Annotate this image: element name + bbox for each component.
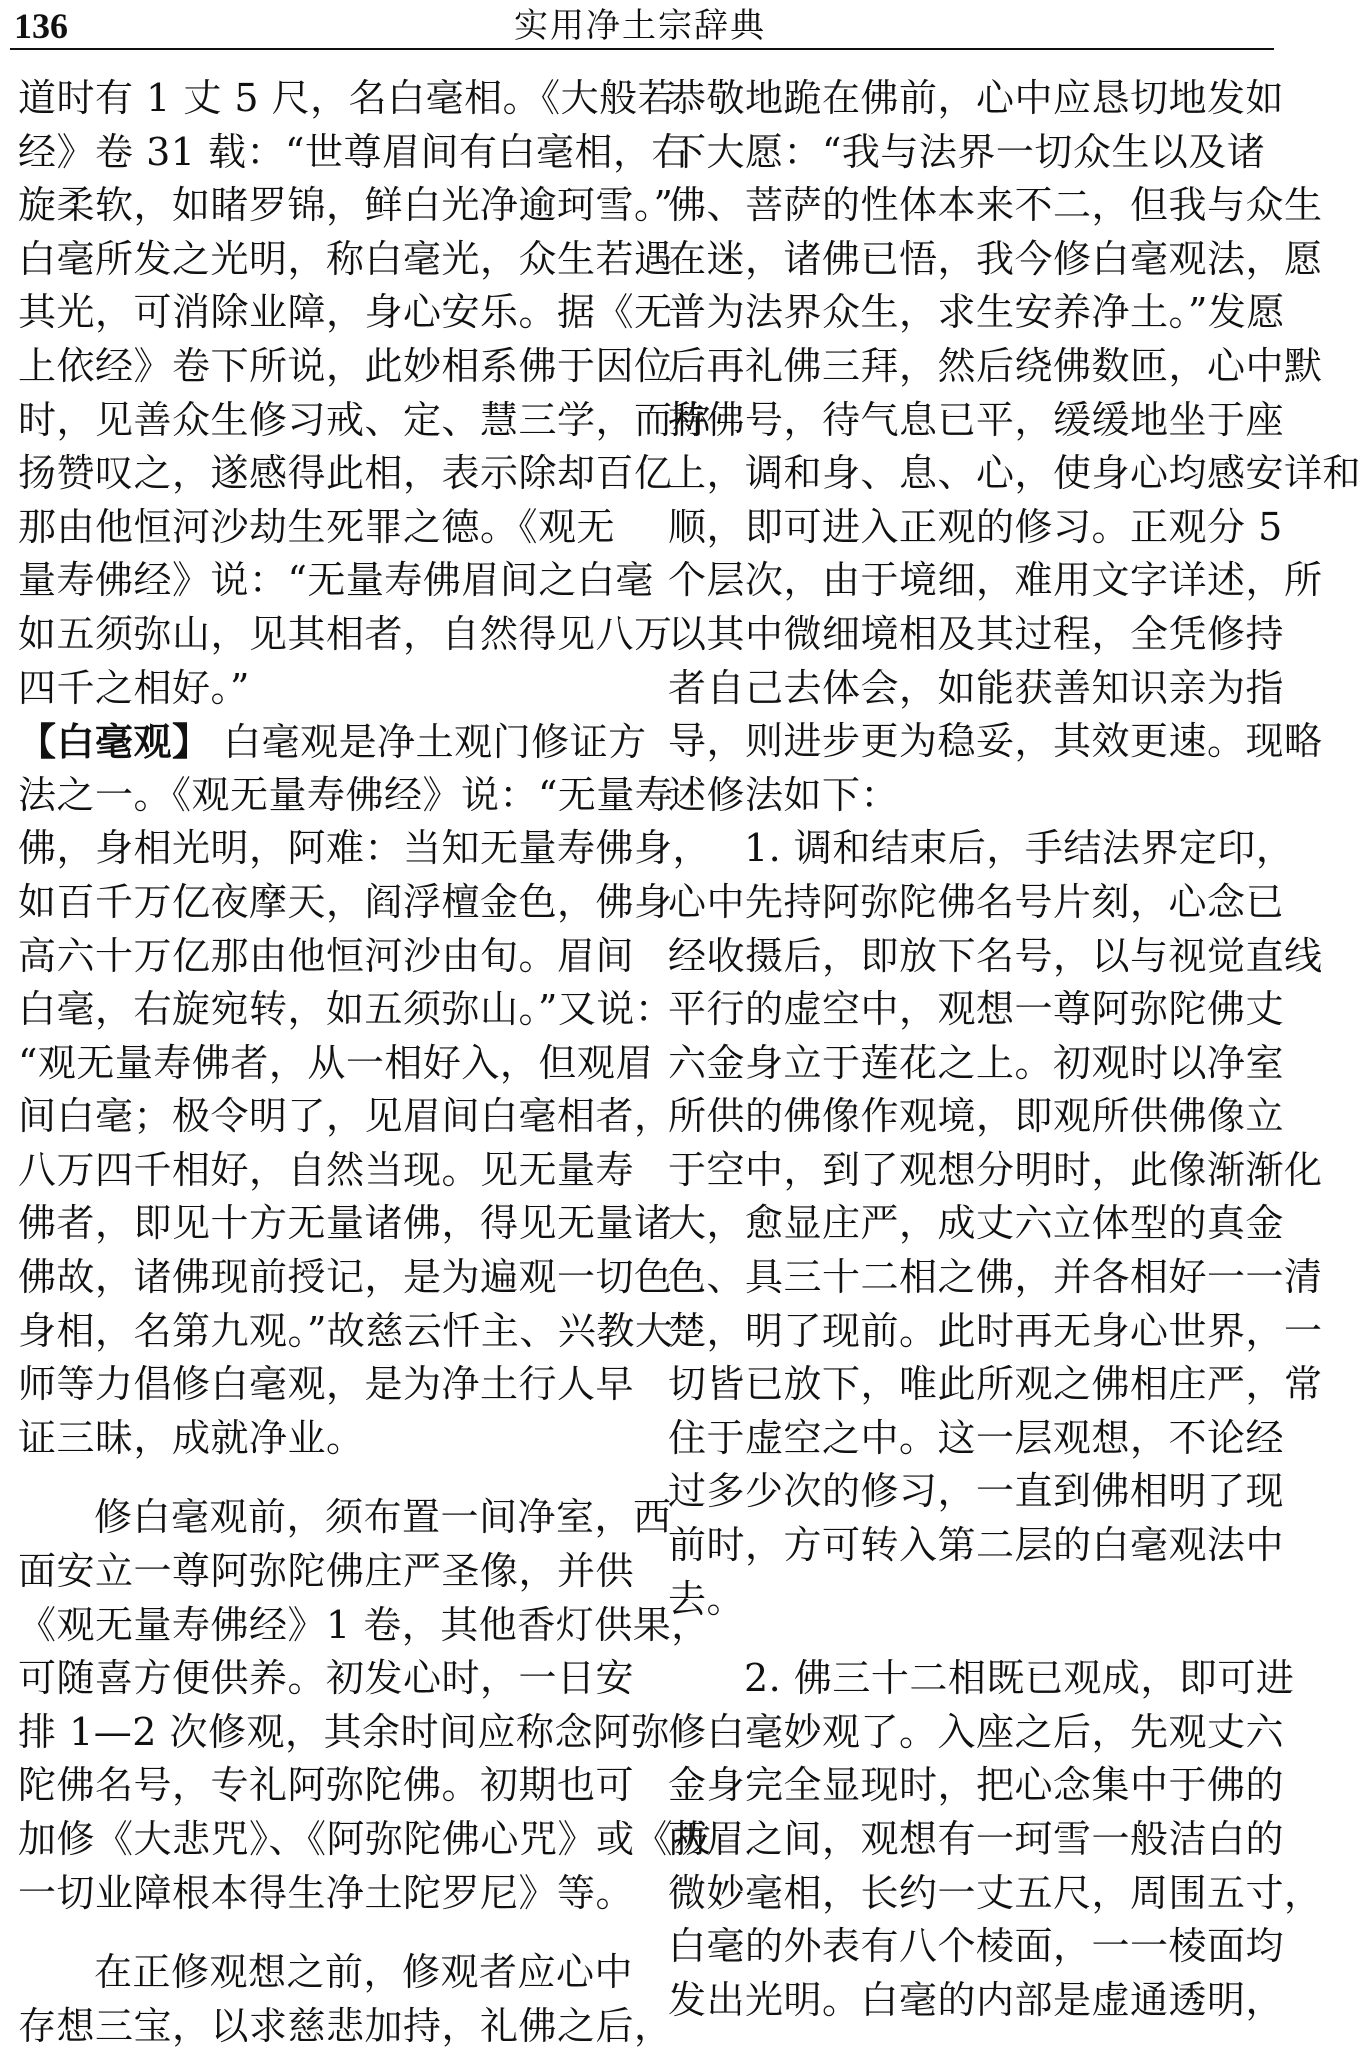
entry-heading-line xyxy=(18,715,647,769)
paragraph-first-line: 1. 调和结束后，手结法界定印， xyxy=(744,826,1295,871)
text-line: 色、具三十二相之佛，并各相好一一清 xyxy=(668,1255,1323,1300)
header-rule xyxy=(10,48,1274,50)
text-line: 导，则进步更为稳妥，其效更速。现略 xyxy=(668,719,1323,764)
text-line: 楚，明了现前。此时再无身心世界，一 xyxy=(668,1308,1323,1353)
text-line: 上依经》卷下所说，此妙相系佛于因位 xyxy=(18,343,673,388)
text-line: 扬赞叹之，遂感得此相，表示除却百亿 xyxy=(18,451,673,496)
text-line: 那由他恒河沙劫生死罪之德。《观无 xyxy=(18,504,616,549)
text-line: 旋柔软，如睹罗锦，鲜白光净逾珂雪。” xyxy=(18,183,674,228)
text-line: 身相，名第九观。”故慈云忏主、兴教大 xyxy=(18,1308,674,1353)
text-line: 大，愈显庄严，成丈六立体型的真金 xyxy=(668,1201,1285,1246)
text-line: 去。 xyxy=(668,1576,746,1621)
text-line: 《观无量寿佛经》1 卷，其他香灯供果， xyxy=(18,1602,710,1647)
text-line: 佛者，即见十方无量诸佛，得见无量诸 xyxy=(18,1201,673,1246)
paragraph-gap xyxy=(18,1465,626,1491)
text-line: 量寿佛经》说：“无量寿佛眉间之白毫 xyxy=(18,558,654,603)
page-header xyxy=(0,0,1280,58)
text-line: 心中先持阿弥陀佛名号片刻，心念已 xyxy=(668,879,1285,924)
text-line: 以其中微细境相及其过程，全凭修持 xyxy=(668,611,1285,656)
text-line: 六金身立于莲花之上。初观时以净室 xyxy=(668,1040,1285,1085)
text-line: 下大愿：“我与法界一切众生以及诸 xyxy=(668,129,1266,174)
text-line: 前时，方可转入第二层的白毫观法中 xyxy=(668,1523,1285,1568)
text-line: 微妙毫相，长约一丈五尺，周围五寸， xyxy=(668,1870,1323,1915)
text-line: 白毫的外表有八个棱面，一一棱面均 xyxy=(668,1924,1285,1969)
paragraph-gap xyxy=(668,1626,1276,1652)
text-line: 师等力倡修白毫观，是为净土行人早 xyxy=(18,1362,635,1407)
text-line: 面安立一尊阿弥陀佛庄严圣像，并供 xyxy=(18,1549,635,1594)
text-line: 恭敬地跪在佛前，心中应恳切地发如 xyxy=(668,76,1285,120)
text-line: 道时有 1 丈 5 尺，名白毫相。《大般若 xyxy=(18,76,677,120)
page-number: 136 xyxy=(14,6,68,46)
text-line: 法之一。《观无量寿佛经》说：“无量寿 xyxy=(18,772,674,817)
entry-first-line: 白毫观是净土观门修证方 xyxy=(223,720,647,765)
text-line: 其光，可消除业障，身心安乐。据《无 xyxy=(18,290,673,335)
text-line: 经》卷 31 载：“世尊眉间有白毫相，右 xyxy=(18,129,690,174)
text-line: 修白毫妙观了。入座之后，先观丈六 xyxy=(668,1709,1285,1754)
text-line: 金身完全显现时，把心念集中于佛的 xyxy=(668,1763,1285,1808)
text-line: 者自己去体会，如能获善知识亲为指 xyxy=(668,665,1285,710)
text-line: 间白毫；极令明了，见眉间白毫相者， xyxy=(18,1094,673,1139)
text-line: 两眉之间，观想有一珂雪一般洁白的 xyxy=(668,1817,1285,1861)
text-line: 顺，即可进入正观的修习。正观分 5 xyxy=(668,504,1283,549)
right-column xyxy=(668,72,1361,2027)
text-line: 上，调和身、息、心，使身心均感安详和 xyxy=(668,451,1361,496)
paragraph-first-line: 2. 佛三十二相既已观成，即可进 xyxy=(744,1656,1295,1701)
text-line: 平行的虚空中，观想一尊阿弥陀佛丈 xyxy=(668,987,1285,1032)
text-line: 存想三宝，以求慈悲加持，礼佛之后， xyxy=(18,2003,673,2048)
text-line: 述修法如下： xyxy=(668,772,900,817)
left-column xyxy=(18,72,712,2053)
text-line: 佛、菩萨的性体本来不二，但我与众生 xyxy=(668,183,1323,228)
text-line: “观无量寿佛者，从一相好入，但观眉 xyxy=(18,1040,654,1085)
paragraph-first-line: 在正修观想之前，修观者应心中 xyxy=(94,1950,634,1995)
text-line: 白毫，右旋宛转，如五须弥山。”又说： xyxy=(18,987,674,1032)
running-title: 实用净土宗辞典 xyxy=(514,6,766,46)
text-line: 八万四千相好，自然当现。见无量寿 xyxy=(18,1147,635,1192)
text-line: 加修《大悲咒》、《阿弥陀佛心咒》或《拔 xyxy=(18,1817,712,1861)
text-line: 在迷，诸佛已悟，我今修白毫观法，愿 xyxy=(668,236,1323,281)
text-line: 高六十万亿那由他恒河沙由旬。眉间 xyxy=(18,933,635,978)
text-line: 白毫所发之光明，称白毫光，众生若遇 xyxy=(18,236,673,281)
text-line: 发出光明。白毫的内部是虚通透明， xyxy=(668,1977,1285,2022)
text-line: 可随喜方便供养。初发心时，一日安 xyxy=(18,1656,635,1701)
text-line: 个层次，由于境细，难用文字详述，所 xyxy=(668,558,1323,603)
text-line: 后再礼佛三拜，然后绕佛数匝，心中默 xyxy=(668,343,1323,388)
text-line: 陀佛名号，专礼阿弥陀佛。初期也可 xyxy=(18,1763,635,1808)
paragraph-first-line: 修白毫观前，须布置一间净室，西 xyxy=(94,1495,672,1540)
text-line: 切皆已放下，唯此所观之佛相庄严，常 xyxy=(668,1362,1323,1407)
text-line: 经收摄后，即放下名号，以与视觉直线 xyxy=(668,933,1323,978)
text-line: 所供的佛像作观境，即观所供佛像立 xyxy=(668,1094,1285,1139)
text-line: 住于虚空之中。这一层观想，不论经 xyxy=(668,1415,1285,1460)
text-line: 证三昧，成就净业。 xyxy=(18,1415,365,1460)
paragraph-gap xyxy=(18,1920,626,1946)
text-line: 排 1—2 次修观，其余时间应称念阿弥 xyxy=(18,1709,671,1754)
text-line: 于空中，到了观想分明时，此像渐渐化 xyxy=(668,1147,1323,1192)
text-line: 过多少次的修习，一直到佛相明了现 xyxy=(668,1469,1285,1514)
text-line: 时，见善众生修习戒、定、慧三学，而称 xyxy=(18,397,712,442)
entry-term: 【白毫观】 xyxy=(18,719,211,765)
text-line: 持佛号，待气息已平，缓缓地坐于座 xyxy=(668,397,1285,442)
text-line: 如五须弥山，见其相者，自然得见八万 xyxy=(18,611,673,656)
text-line: 如百千万亿夜摩天，阎浮檀金色，佛身 xyxy=(18,879,673,924)
text-line: 佛，身相光明，阿难：当知无量寿佛身， xyxy=(18,826,712,871)
text-line: 普为法界众生，求生安养净土。”发愿 xyxy=(668,290,1285,335)
text-line: 一切业障根本得生净土陀罗尼》等。 xyxy=(18,1870,635,1915)
text-line: 四千之相好。” xyxy=(18,665,250,710)
text-line: 佛故，诸佛现前授记，是为遍观一切色 xyxy=(18,1255,673,1300)
